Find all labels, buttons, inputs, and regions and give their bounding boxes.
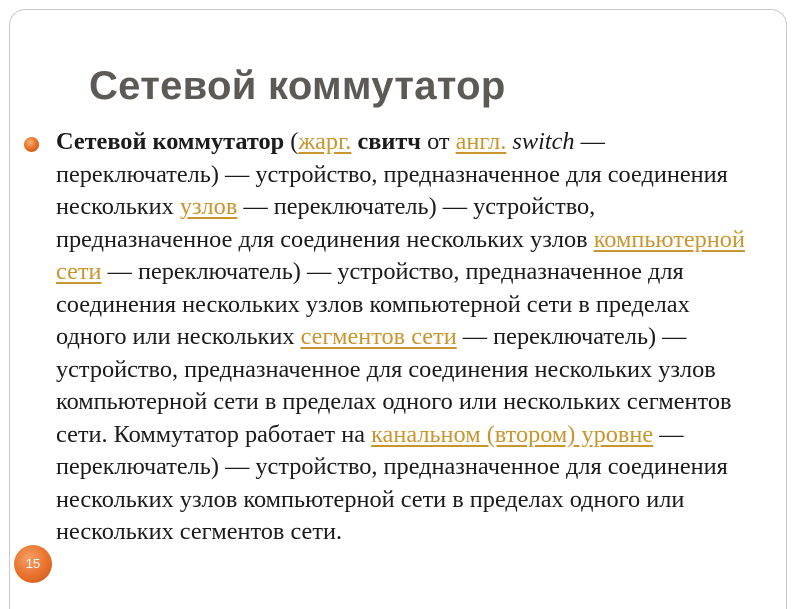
from-text: от: [421, 128, 456, 155]
link-jarg[interactable]: жарг.: [298, 128, 352, 155]
link-angl[interactable]: англ.: [455, 128, 507, 155]
body-part-1: — переключатель) — устройство, предназначенное для соединения нескольких: [56, 128, 728, 220]
term-bold: Сетевой коммутатор: [56, 128, 285, 155]
link-computer-network[interactable]: компьютерной сети: [56, 225, 745, 285]
link-nodes[interactable]: узлов: [179, 193, 238, 220]
body-part-5: — переключатель) — устройство, предназначенное для соединения нескольких узлов компьютерной сети в пределах одного или нескольких сегментов сети.: [56, 420, 728, 545]
link-data-link-layer[interactable]: канальном (втором) уровне: [371, 420, 654, 448]
slide-body: [56, 126, 756, 549]
switch-english: switch: [506, 128, 575, 155]
body-part-3: — переключатель) — устройство, предназначенное для соединения нескольких узлов компьютерной сети в пределах одного или нескольких: [56, 258, 690, 350]
bullet-icon: [24, 137, 39, 152]
switch-word: свитч: [351, 128, 421, 155]
body-part-2: — переключатель) — устройство, предназначенное для соединения нескольких узлов: [56, 193, 596, 253]
slide-title: Сетевой коммутатор: [89, 64, 506, 108]
open-paren: (: [284, 128, 299, 155]
link-network-segments[interactable]: сегментов сети: [300, 323, 457, 350]
body-part-4: — переключатель) — устройство, предназначенное для соединения нескольких узлов компьютерной сети в пределах одного или нескольких сегментов сети. Коммутатор работает на: [56, 323, 732, 448]
slide-number-badge: 15: [14, 545, 52, 583]
